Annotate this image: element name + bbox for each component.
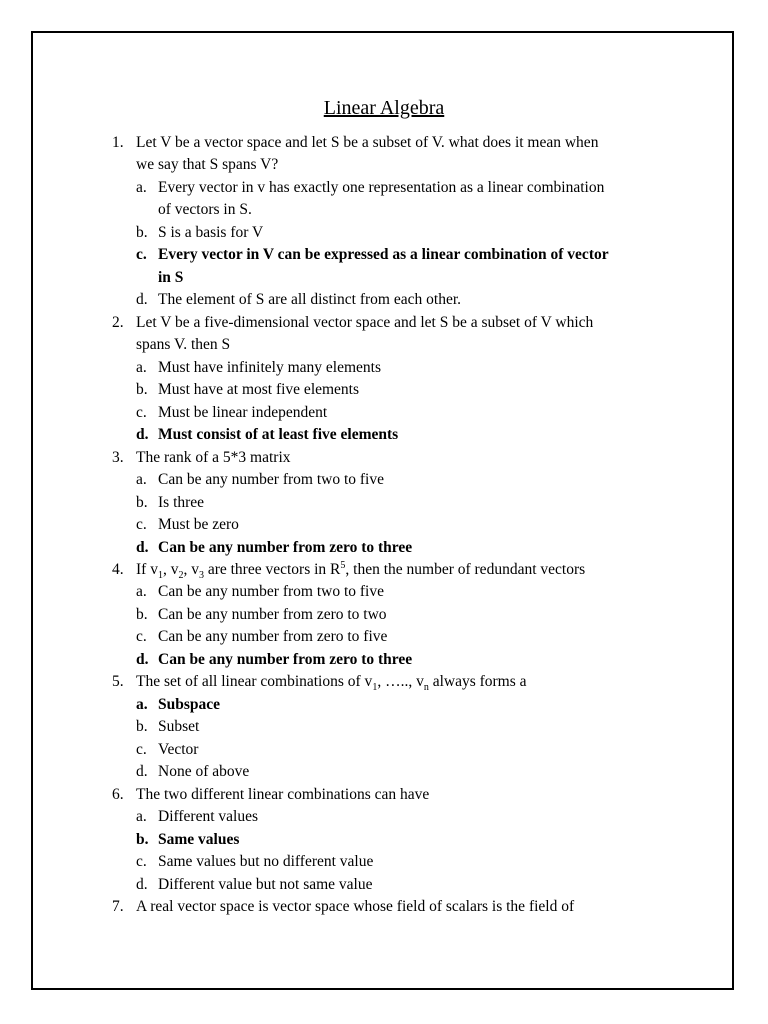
subscript: 1 xyxy=(157,570,163,582)
option-text: Same values xyxy=(158,831,240,848)
question-text: The rank of a 5*3 matrix xyxy=(136,449,291,466)
question-number: 2. xyxy=(112,314,124,331)
option-text-cont: in S xyxy=(158,269,184,286)
option-text: Can be any number from zero to three xyxy=(158,651,413,668)
question-text: Let V be a five-dimensional vector space and let S be a subset of V which xyxy=(136,314,594,331)
question-text: Let V be a vector space and let S be a subset of V. what does it mean when xyxy=(136,134,599,151)
option-letter: b. xyxy=(136,494,148,511)
option-letter: d. xyxy=(136,291,148,308)
option-letter: c. xyxy=(136,516,147,533)
option-text: Same values but no different value xyxy=(158,853,374,870)
option-text: Can be any number from two to five xyxy=(158,583,384,600)
question-number: 4. xyxy=(112,561,124,578)
option-text: Different values xyxy=(158,808,258,825)
option-text: Subset xyxy=(158,718,200,735)
option-letter: a. xyxy=(136,359,147,376)
option-text: None of above xyxy=(158,763,250,780)
option-letter: c. xyxy=(136,628,147,645)
option-letter: b. xyxy=(136,224,148,241)
option-letter: d. xyxy=(136,876,148,893)
question-text-cont: spans V. then S xyxy=(136,336,231,353)
option-text: The element of S are all distinct from each other. xyxy=(158,291,461,308)
option-letter: b. xyxy=(136,718,148,735)
option-letter: b. xyxy=(136,381,148,398)
option-text: Can be any number from zero to two xyxy=(158,606,387,623)
option-letter: c. xyxy=(136,404,147,421)
text-part: are three vectors in R xyxy=(203,561,341,578)
text-part: always forms a xyxy=(428,673,527,690)
option-text: Must have infinitely many elements xyxy=(158,359,381,376)
option-letter: d. xyxy=(136,763,148,780)
option-letter: d. xyxy=(136,651,149,668)
subscript: 1 xyxy=(372,682,378,694)
question-text-cont: we say that S spans V? xyxy=(136,156,279,173)
question-text xyxy=(136,559,585,581)
option-text: Can be any number from zero to three xyxy=(158,539,413,556)
option-text: Vector xyxy=(158,741,199,758)
question-text: The two different linear combinations can have xyxy=(136,786,430,803)
option-text: S is a basis for V xyxy=(158,224,264,241)
text-part: If v xyxy=(136,561,158,578)
option-letter: c. xyxy=(136,853,147,870)
option-letter: d. xyxy=(136,539,149,556)
text-part: , v xyxy=(162,561,179,578)
question-number: 7. xyxy=(112,898,124,915)
option-letter: b. xyxy=(136,831,149,848)
question-text xyxy=(136,671,527,693)
option-text: Must have at most five elements xyxy=(158,381,360,398)
option-letter: c. xyxy=(136,246,147,263)
question-number: 1. xyxy=(112,134,124,151)
option-letter: a. xyxy=(136,583,147,600)
text-part: , ….., v xyxy=(377,673,424,690)
subscript: 2 xyxy=(178,570,184,582)
option-letter: a. xyxy=(136,471,147,488)
subscript: 3 xyxy=(198,570,204,582)
option-text: Must be linear independent xyxy=(158,404,328,421)
page-title: Linear Algebra xyxy=(323,97,445,119)
option-text: Subspace xyxy=(158,696,221,713)
question-number: 6. xyxy=(112,786,124,803)
option-text: Different value but not same value xyxy=(158,876,373,893)
option-text: Every vector in v has exactly one representation as a linear combination xyxy=(158,179,605,196)
option-letter: a. xyxy=(136,179,147,196)
option-text: Is three xyxy=(158,494,205,511)
question-number: 3. xyxy=(112,449,124,466)
option-letter: a. xyxy=(136,696,148,713)
option-text: Every vector in V can be expressed as a linear combination of vector xyxy=(158,246,609,263)
question-number: 5. xyxy=(112,673,124,690)
option-text: Can be any number from two to five xyxy=(158,471,384,488)
text-part: The set of all linear combinations of v xyxy=(136,673,373,690)
question-text: A real vector space is vector space whose field of scalars is the field of xyxy=(136,898,575,915)
text-part: , then the number of redundant vectors xyxy=(345,561,586,578)
subscript: n xyxy=(423,682,429,694)
superscript: 5 xyxy=(340,559,346,571)
text-part: , v xyxy=(183,561,199,578)
option-letter: c. xyxy=(136,741,147,758)
option-letter: b. xyxy=(136,606,148,623)
option-text: Must be zero xyxy=(158,516,239,533)
option-text: Must consist of at least five elements xyxy=(158,426,399,443)
option-letter: a. xyxy=(136,808,147,825)
option-letter: d. xyxy=(136,426,149,443)
option-text-cont: of vectors in S. xyxy=(158,201,252,218)
option-text: Can be any number from zero to five xyxy=(158,628,388,645)
